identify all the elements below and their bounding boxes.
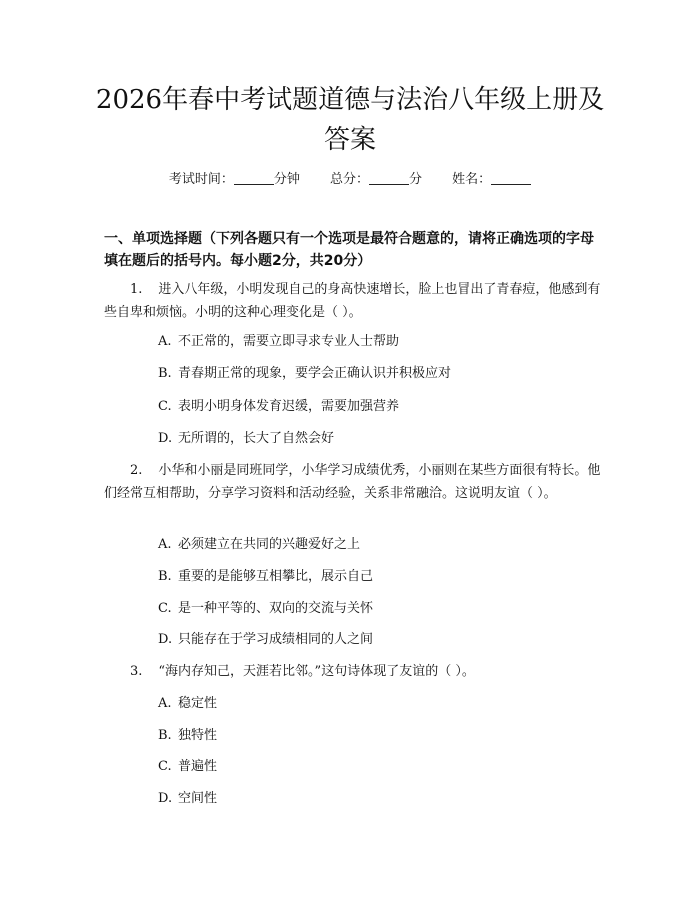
option-letter: C.	[158, 601, 172, 616]
option-text: 稳定性	[178, 696, 218, 711]
option-text: 表明小明身体发育迟缓，需要加强营养	[178, 399, 400, 414]
student-name-blank	[491, 171, 531, 185]
question-2-number: 2.	[130, 463, 143, 478]
question-2-option-b	[158, 568, 598, 586]
question-3-option-b	[158, 727, 598, 745]
exam-time-field	[169, 172, 304, 187]
option-text: 只能存在于学习成绩相同的人之间	[178, 632, 374, 647]
option-text: 无所谓的，长大了自然会好	[178, 431, 335, 446]
option-text: 独特性	[178, 728, 218, 743]
question-1	[104, 278, 604, 324]
question-3-option-c	[158, 758, 598, 776]
section-heading: 一、单项选择题（下列各题只有一个选项是最符合题意的，请将正确选项的字母填在题后的括号内。每小题2分，共20分）	[104, 231, 594, 269]
option-text: 普遍性	[178, 759, 218, 774]
question-3-stem: “海内存知己，天涯若比邻。”这句诗体现了友谊的（ ）。	[158, 664, 475, 679]
option-letter: A.	[158, 334, 172, 349]
question-1-option-b	[158, 365, 598, 383]
question-1-stem: 进入八年级，小明发现自己的身高快速增长，脸上也冒出了青春痘，他感到有些自卑和烦恼。小明的这种心理变化是（ ）。	[104, 282, 601, 320]
option-text: 重要的是能够互相攀比，展示自己	[178, 569, 374, 584]
option-letter: D.	[158, 431, 173, 446]
page-title	[60, 80, 640, 160]
exam-info-line	[0, 168, 700, 187]
option-text: 空间性	[178, 791, 218, 806]
total-score-field	[330, 172, 426, 187]
question-2-option-c	[158, 600, 598, 618]
option-letter: A.	[158, 537, 172, 552]
question-1-option-c	[158, 398, 598, 416]
question-2	[104, 459, 604, 505]
question-1-option-d	[158, 430, 598, 448]
exam-time-label: 考试时间：	[168, 172, 234, 187]
option-text: 青春期正常的现象，要学会正确认识并积极应对	[178, 366, 452, 381]
question-1-number: 1.	[130, 282, 143, 297]
question-2-option-d	[158, 631, 598, 649]
student-name-field	[452, 172, 531, 187]
option-text: 不正常的，需要立即寻求专业人士帮助	[178, 334, 400, 349]
title-line-2: 答案	[323, 125, 376, 155]
option-letter: B.	[158, 728, 172, 743]
student-name-label: 姓名：	[452, 172, 492, 187]
total-score-blank	[369, 171, 409, 185]
total-score-unit: 分	[409, 172, 423, 187]
question-3	[104, 660, 604, 683]
option-text: 必须建立在共同的兴趣爱好之上	[178, 537, 361, 552]
total-score-label: 总分：	[329, 172, 369, 187]
question-3-number: 3.	[130, 664, 143, 679]
option-letter: C.	[158, 399, 172, 414]
question-2-stem: 小华和小丽是同班同学，小华学习成绩优秀，小丽则在某些方面很有特长。他们经常互相帮助，分享学习资料和活动经验，关系非常融洽。这说明友谊（ ）。	[104, 463, 601, 501]
option-letter: B.	[158, 366, 172, 381]
option-text: 是一种平等的、双向的交流与关怀	[178, 601, 374, 616]
question-1-option-a	[158, 333, 598, 351]
exam-time-blank	[234, 171, 274, 185]
option-letter: A.	[158, 696, 172, 711]
question-3-option-d	[158, 790, 598, 808]
question-2-option-a	[158, 536, 598, 554]
question-3-option-a	[158, 695, 598, 713]
option-letter: D.	[158, 791, 173, 806]
option-letter: D.	[158, 632, 173, 647]
exam-time-unit: 分钟	[273, 172, 300, 187]
title-line-1: 2026年春中考试题道德与法治八年级上册及	[95, 85, 605, 115]
option-letter: B.	[158, 569, 172, 584]
option-letter: C.	[158, 759, 172, 774]
